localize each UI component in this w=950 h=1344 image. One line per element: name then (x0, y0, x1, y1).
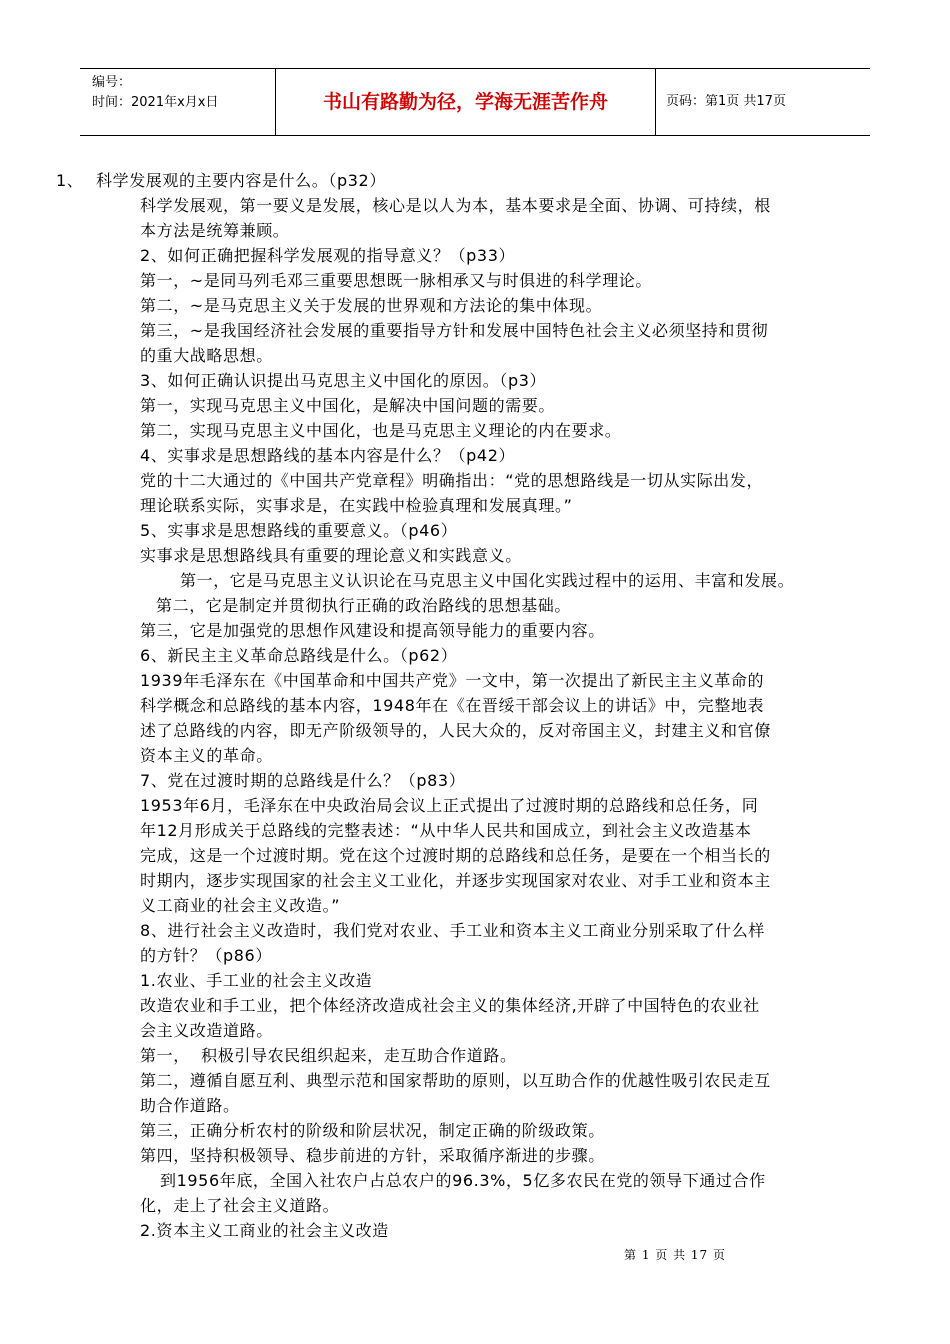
text-line: 的方针？（p86） (140, 946, 272, 965)
question-1-heading (56, 168, 870, 193)
text-line: 资本主义的革命。 (140, 746, 273, 765)
text-line: 改造农业和手工业，把个体经济改造成社会主义的集体经济,开辟了中国特色的农业社 (140, 996, 760, 1015)
text-line: 完成，这是一个过渡时期。党在这个过渡时期的总路线和总任务，是要在一个相当长的 (140, 846, 771, 865)
text-line: 本方法是统筹兼顾。 (140, 221, 290, 240)
text-line: 的重大战略思想。 (140, 346, 273, 365)
text-line: 第三，它是加强党的思想作风建设和提高领导能力的重要内容。 (140, 621, 605, 640)
section-heading: 2.资本主义工商业的社会主义改造 (140, 1221, 389, 1240)
header-motto: 书山有路勤为径，学海无涯苦作舟 (276, 69, 656, 135)
question-heading: 5、实事求是思想路线的重要意义。（p46） (140, 521, 458, 540)
question-heading: 2、如何正确把握科学发展观的指导意义？（p33） (140, 246, 516, 265)
question-heading: 4、实事求是思想路线的基本内容是什么？（p42） (140, 446, 516, 465)
document-body (56, 168, 870, 1243)
text-line: 化，走上了社会主义道路。 (140, 1196, 340, 1215)
text-line: 科学发展观，第一要义是发展，核心是以人为本，基本要求是全面、协调、可持续，根 (140, 196, 771, 215)
text-line: 1953年6月，毛泽东在中央政治局会议上正式提出了过渡时期的总路线和总任务，同 (140, 796, 759, 815)
text-line: 第一， 积极引导农民组织起来，走互助合作道路。 (140, 1046, 517, 1065)
question-text: 科学发展观的主要内容是什么。（p32） (96, 171, 386, 190)
text-line: 党的十二大通过的《中国共产党章程》明确指出：“党的思想路线是一切从实际出发， (140, 471, 764, 490)
text-line: 年12月形成关于总路线的完整表述：“从中华人民共和国成立，到社会主义改造基本 (140, 821, 752, 840)
doc-date: 时间：2021年x月x日 (92, 95, 219, 110)
text-line: 第二，遵循自愿互利、典型示范和国家帮助的原则，以互助合作的优越性吸引农民走互 (140, 1071, 771, 1090)
text-line: 第二，实现马克思主义中国化，也是马克思主义理论的内在要求。 (140, 421, 622, 440)
header-page-info: 页码：第1页 共17页 (666, 94, 786, 109)
text-line: 第一，~是同马列毛邓三重要思想既一脉相承又与时俱进的科学理论。 (140, 271, 653, 290)
question-heading: 8、进行社会主义改造时，我们党对农业、手工业和资本主义工商业分别采取了什么样 (140, 921, 765, 940)
text-line: 述了总路线的内容，即无产阶级领导的，人民大众的，反对帝国主义，封建主义和官僚 (140, 721, 771, 740)
text-line: 理论联系实际，实事求是，在实践中检验真理和发展真理。” (140, 496, 573, 515)
text-line: 实事求是思想路线具有重要的理论意义和实践意义。 (140, 546, 522, 565)
page-footer: 第 1 页 共 17 页 (624, 1248, 726, 1262)
text-line: 第三，正确分析农村的阶级和阶层状况，制定正确的阶级政策。 (140, 1121, 605, 1140)
text-line: 第一，实现马克思主义中国化，是解决中国问题的需要。 (140, 396, 556, 415)
text-line: 到1956年底，全国入社农户占总农户的96.3%，5亿多农民在党的领导下通过合作 (160, 1171, 766, 1190)
text-line: 第三，~是我国经济社会发展的重要指导方针和发展中国特色社会主义必须坚持和贯彻 (140, 321, 769, 340)
text-line: 第一，它是马克思主义认识论在马克思主义中国化实践过程中的运用、丰富和发展。 (180, 571, 795, 590)
text-line: 第二，它是制定并贯彻执行正确的政治路线的思想基础。 (156, 596, 572, 615)
question-heading: 6、新民主主义革命总路线是什么。（p62） (140, 646, 458, 665)
text-line: 助合作道路。 (140, 1096, 240, 1115)
question-heading: 3、如何正确认识提出马克思主义中国化的原因。（p3） (140, 371, 547, 390)
doc-code-label: 编号： (92, 75, 132, 90)
header-meta (80, 69, 276, 135)
text-line: 第二，~是马克思主义关于发展的世界观和方法论的集中体现。 (140, 296, 603, 315)
text-line: 科学概念和总路线的基本内容，1948年在《在晋绥干部会议上的讲话》中，完整地表 (140, 696, 765, 715)
question-heading: 7、党在过渡时期的总路线是什么？（p83） (140, 771, 466, 790)
text-line: 1939年毛泽东在《中国革命和中国共产党》一文中，第一次提出了新民主主义革命的 (140, 671, 765, 690)
document-header (80, 68, 870, 136)
text-line: 义工商业的社会主义改造。” (140, 896, 341, 915)
section-heading: 1.农业、手工业的社会主义改造 (140, 971, 373, 990)
text-line: 时期内，逐步实现国家的社会主义工业化，并逐步实现国家对农业、对手工业和资本主 (140, 871, 771, 890)
text-line: 会主义改造道路。 (140, 1021, 273, 1040)
question-number: 1、 (56, 171, 84, 190)
text-line: 第四，坚持积极领导、稳步前进的方针，采取循序渐进的步骤。 (140, 1146, 605, 1165)
